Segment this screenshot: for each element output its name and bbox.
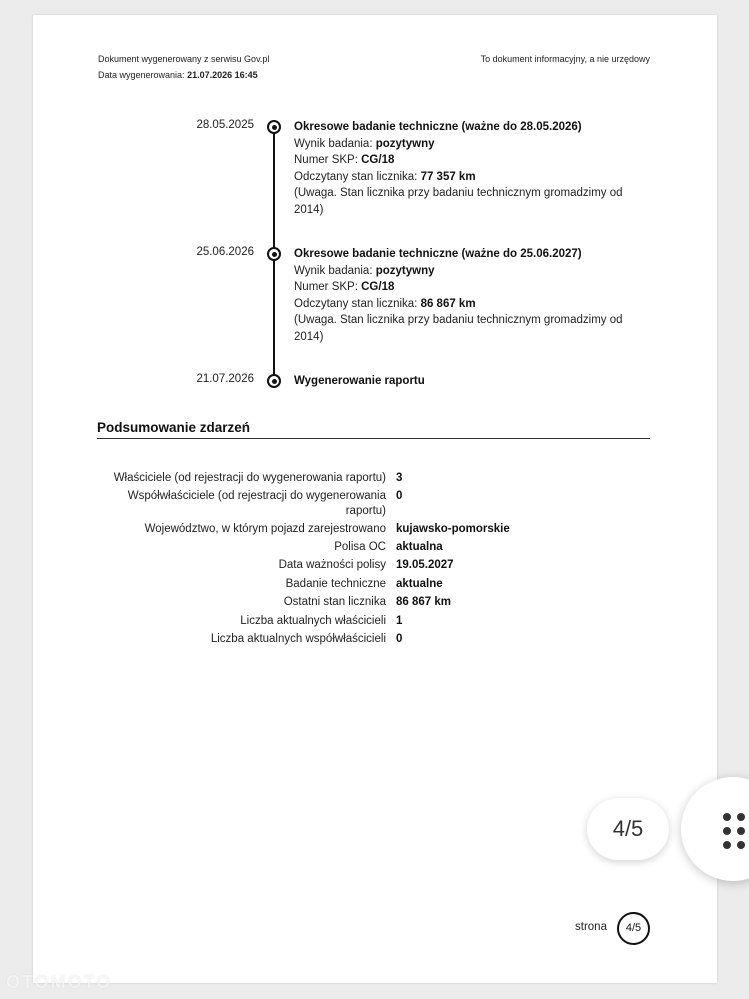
timeline-dot-icon (267, 120, 281, 134)
footer-page-badge: 4/5 (617, 912, 650, 945)
odometer-value: 86 867 km (420, 297, 476, 310)
test-result-value: pozytywny (375, 264, 435, 277)
timeline-dot-icon (267, 247, 281, 261)
summary-label: Właściciele (od rejestracji do wygenerowania raportu) (113, 472, 386, 484)
disclaimer-text: To dokument informacyjny, a nie urzędowy (480, 54, 650, 64)
odometer-reading (294, 296, 629, 313)
generated-date-value: 21.07.2026 16:45 (187, 70, 258, 80)
timeline-content (294, 119, 629, 218)
summary-divider (97, 438, 650, 439)
timeline-title: Wygenerowanie raportu (294, 375, 425, 387)
summary-label: Data ważności polisy (278, 559, 386, 571)
summary-label: Województwo, w którym pojazd zarejestrowano (144, 523, 386, 535)
summary-label: Polisa OC (334, 541, 386, 553)
summary-value: 19.05.2027 (396, 559, 454, 571)
generated-date-label: Data wygenerowania: (98, 70, 185, 80)
timeline-content (294, 246, 629, 345)
timeline-title: Okresowe badanie techniczne (ważne do 25.06.2027) (294, 248, 582, 260)
grid-dots-icon (723, 813, 749, 849)
odometer-label: Odczytany stan licznika: (294, 297, 418, 310)
timeline-date: 21.07.2026 (196, 373, 254, 385)
skp-number (294, 279, 629, 296)
skp-label: Numer SKP: (294, 154, 358, 166)
timeline-date: 28.05.2025 (196, 119, 254, 131)
timeline-date: 25.06.2026 (196, 246, 254, 258)
skp-label: Numer SKP: (294, 281, 358, 293)
test-result-label: Wynik badania: (294, 264, 373, 277)
generated-date (98, 70, 258, 80)
odometer-note: (Uwaga. Stan licznika przy badaniu technicznym gromadzimy od 2014) (294, 314, 623, 343)
timeline-title: Okresowe badanie techniczne (ważne do 28.05.2026) (294, 121, 582, 133)
summary-label: Liczba aktualnych współwłaścicieli (210, 633, 386, 645)
page-indicator[interactable]: 4/5 (587, 798, 669, 860)
summary-label: Liczba aktualnych właścicieli (240, 615, 386, 627)
watermark-logo: OTOMOTO (6, 972, 113, 992)
skp-number (294, 152, 629, 169)
odometer-note: (Uwaga. Stan licznika przy badaniu technicznym gromadzimy od 2014) (294, 187, 623, 216)
test-result (294, 136, 629, 153)
skp-value: CG/18 (361, 154, 395, 166)
summary-value: kujawsko-pomorskie (396, 523, 510, 535)
timeline-content (294, 373, 629, 390)
summary-value: aktualna (396, 541, 443, 553)
summary-heading: Podsumowanie zdarzeń (97, 420, 251, 435)
test-result-label: Wynik badania: (294, 137, 373, 150)
summary-value: 86 867 km (396, 596, 451, 608)
summary-value: 0 (396, 633, 403, 645)
summary-label: Badanie techniczne (285, 578, 386, 590)
summary-label: Współwłaściciele (od rejestracji do wygenerowania raportu) (127, 490, 386, 517)
footer-page-word: strona (575, 921, 607, 933)
summary-value: aktualne (396, 578, 443, 590)
summary-value: 0 (396, 490, 403, 502)
odometer-label: Odczytany stan licznika: (294, 170, 418, 183)
summary-value: 3 (396, 472, 403, 484)
test-result-value: pozytywny (375, 137, 435, 150)
summary-value: 1 (396, 615, 403, 627)
timeline-dot-icon (267, 374, 281, 388)
source-text: Dokument wygenerowany z serwisu Gov.pl (98, 54, 270, 64)
skp-value: CG/18 (361, 281, 395, 293)
odometer-reading (294, 169, 629, 186)
test-result (294, 263, 629, 280)
summary-label: Ostatni stan licznika (283, 596, 386, 608)
odometer-value: 77 357 km (420, 170, 476, 183)
